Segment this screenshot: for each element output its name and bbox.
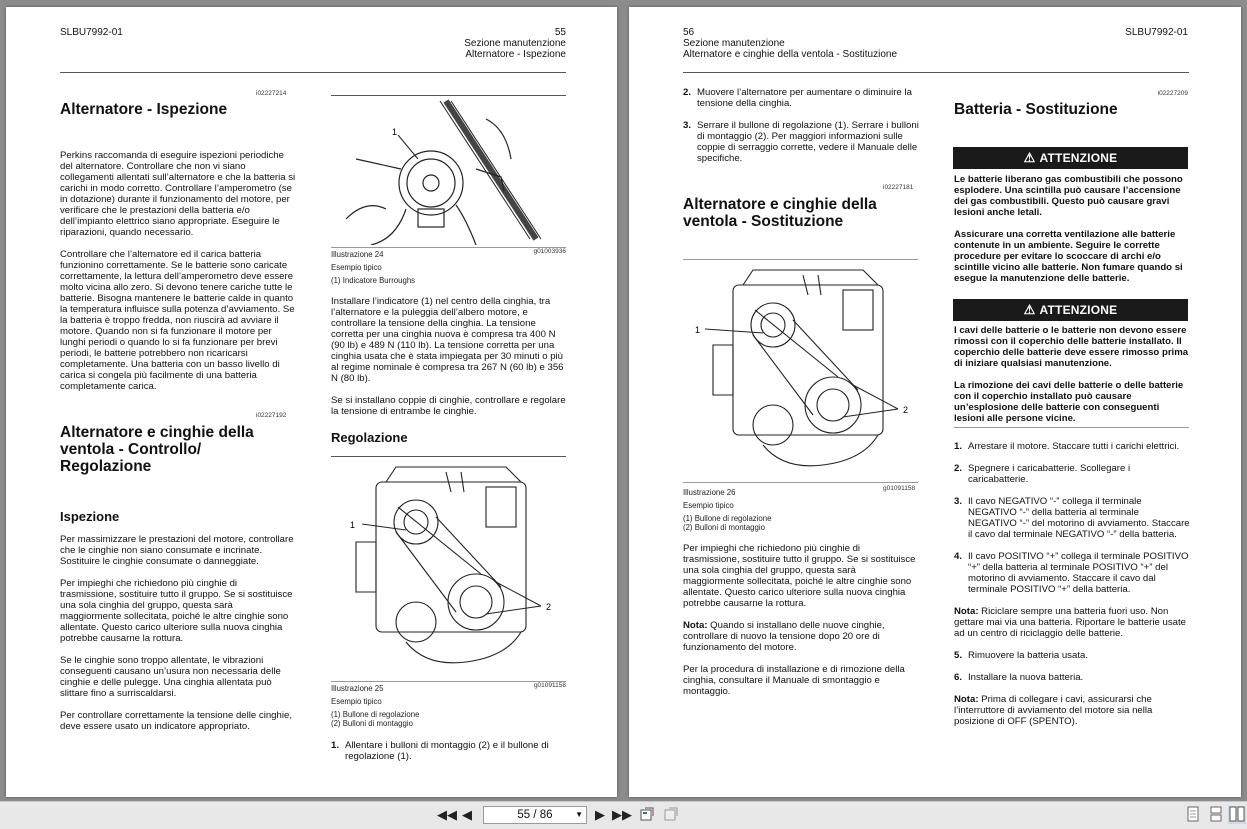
figure-legend-item: (1) Bullone di regolazione xyxy=(683,514,772,523)
body-text xyxy=(60,150,296,403)
ref-code: i02227192 xyxy=(256,412,287,419)
figure-rule xyxy=(683,259,918,260)
section-title: Alternatore - Ispezione xyxy=(60,101,228,118)
first-page-icon[interactable]: ◀◀ xyxy=(437,807,457,822)
list-item: 1. Allentare i bulloni di montaggio (2) e il bullone di regolazione (1). xyxy=(331,740,549,762)
warning-banner: ⚠ ATTENZIONE xyxy=(953,147,1188,169)
caption-rule xyxy=(331,681,566,682)
list-item: 2. Spegnere i caricabatterie. Scollegare i caricabatterie. xyxy=(954,463,1131,485)
figure-engine-belts xyxy=(336,462,561,676)
doc-code: SLBU7992-01 xyxy=(60,27,123,38)
caption-rule xyxy=(683,482,918,483)
list-item: 1. Arrestare il motore. Staccare tutti i carichi elettrici. xyxy=(954,441,1180,452)
paragraph: Installare l’indicatore (1) nel centro della cinghia, tra l’alternatore e la puleggia dell’albero motore, e controllare la tensione della cinghia. La tensione corretta per una cinghia nuova è compresa tra 400 N (90 lb) e 489 N (110 lb). La tensione corretta per una cinghia usata che è stata impiegata per 30 minuti o più al regime nominale è compresa tra 267 N (60 lb) e 356 N (80 lb). xyxy=(331,296,564,384)
header-rule xyxy=(60,72,566,73)
body-text xyxy=(331,296,567,428)
engine-belt-illustration xyxy=(336,462,561,676)
belt-gauge-illustration xyxy=(336,99,541,245)
paragraph: Per la procedura di installazione e di rimozione della cinghia, consultare il Manuale di smontaggio e montaggio. xyxy=(683,664,905,697)
paragraph: Per impieghi che richiedono più cinghie di trasmissione, sostituire tutto il gruppo. Se si sostituisce una sola cinghia del gruppo, questa sarà maggiormente sollecitata, poiché le altre cinghie sono allentate. Questo carico ulteriore sulla nuova cinghia potrebbe causarne la rottura. xyxy=(60,578,293,644)
section-title: Batteria - Sostituzione xyxy=(954,101,1118,118)
list-item: 3. Il cavo NEGATIVO “-” collega il terminale NEGATIVO “-” della batteria al terminale NEGATIVO “-” del motorino di avviamento. Staccare il cavo dal terminale NEGATIVO “-” della batteria. xyxy=(954,496,1190,540)
header-rule xyxy=(683,72,1189,73)
paragraph: Controllare che l’alternatore ed il carica batteria funzionino correttamente. Se le batterie sono caricate correttamente, la lettura dell’amperometro deve essere molto vicina allo zero. Si devono tenere cariche tutte le batterie. Bisogna mantenere le batterie calde in quanto la temperatura influisce sulla potenza d’avviamento. Se la batteria è troppo fredda, non riuscirà ad avviare il motore. Quando non si fa funzionare il motore per lunghi periodi o quando lo si fa funzionare per brevi periodi, le batterie potrebbero non ricaricarsi completamente. Una batteria con un basso livello di carica si congela più facilmente di una batteria completamente carica. xyxy=(60,249,295,392)
figure-subcaption: Esempio tipico xyxy=(683,501,734,510)
paragraph: Le batterie liberano gas combustibili che possono esplodere. Una scintilla può causare l’accensione dei gas combustibili. Questo può causare gravi lesioni anche letali. xyxy=(954,174,1183,218)
warning-icon: ⚠ xyxy=(1023,150,1036,165)
warning-rule xyxy=(954,427,1189,428)
page-number: 56 xyxy=(683,27,695,38)
warning-text xyxy=(954,174,1190,295)
figure-subcaption: Esempio tipico xyxy=(331,697,382,706)
list-item: 5. Rimuovere la batteria usata. xyxy=(954,650,1088,661)
section-title: Alternatore e cinghie della ventola - Controllo/ Regolazione xyxy=(60,424,254,475)
note: Nota: Quando si installano delle nuove cinghie, controllare di nuovo la tensione dopo 20 ore di funzionamento del motore. xyxy=(683,620,885,653)
caption-rule xyxy=(331,247,566,248)
header-subsection: Alternatore - Ispezione xyxy=(465,49,566,60)
body-text xyxy=(683,543,919,708)
figure-callout: 2 xyxy=(546,602,552,612)
header-subsection: Alternatore e cinghie della ventola - Sostituzione xyxy=(683,49,898,60)
page-56 xyxy=(629,7,1241,797)
go-back-icon-shape xyxy=(639,806,655,822)
page-55 xyxy=(6,7,617,797)
note: Nota: Prima di collegare i cavi, assicurarsi che l’interruttore di avviamento del motore sia nella posizione di OFF (SPENTO). xyxy=(954,694,1153,727)
paragraph: Per massimizzare le prestazioni del motore, controllare che le cinghie non siano consumate e incrinate. Sostituire le cinghie consumate o danneggiate. xyxy=(60,534,294,567)
figure-rule xyxy=(331,95,566,96)
subsection-title: Regolazione xyxy=(331,430,408,445)
paragraph: La rimozione dei cavi delle batterie o delle batterie con il coperchio installato può causare un’esplosione delle batterie con conseguenti lesioni alle persone vicine. xyxy=(954,380,1184,424)
paragraph: Assicurare una corretta ventilazione alle batterie contenute in un ambiente. Seguire le corrette procedure per evitare lo scoccare di archi e/o scintille vicino alle batterie. Non fumare quando si esegue la manutenzione delle batterie. xyxy=(954,229,1183,284)
chevron-down-icon[interactable]: ▼ xyxy=(575,810,583,819)
go-back-icon[interactable] xyxy=(638,806,656,824)
list-item: 3. Serrare il bullone di regolazione (1). Serrare i bulloni di montaggio (2). Per maggiori informazioni sulle coppie di serraggio corrette, vedere il Manuale delle specifiche. xyxy=(683,120,919,164)
figure-label: Illustrazione 24 xyxy=(331,250,384,259)
page-number-input[interactable]: 55 / 86 ▼ xyxy=(483,806,587,824)
subsection-title: Ispezione xyxy=(60,509,120,524)
figure-code: g01091158 xyxy=(533,682,566,689)
steps-list xyxy=(331,740,567,773)
figure-callout: 1 xyxy=(392,127,398,137)
body-text xyxy=(60,534,296,743)
figure-label: Illustrazione 26 xyxy=(683,488,736,497)
paragraph: Se le cinghie sono troppo allentate, le vibrazioni conseguenti causano un’usura non necessaria delle cinghie e delle pulegge. Una cinghia allentata può slittare fino a surriscaldarsi. xyxy=(60,655,281,699)
engine-belt-illustration xyxy=(693,265,918,479)
warning-text xyxy=(954,325,1190,435)
ref-code: i02227209 xyxy=(1157,90,1188,97)
figure-legend-item: (2) Bulloni di montaggio xyxy=(683,523,765,532)
warning-banner: ⚠ ATTENZIONE xyxy=(953,299,1188,321)
figure-engine-belts xyxy=(693,265,918,479)
figure-callout: 1 xyxy=(695,325,701,335)
warning-icon: ⚠ xyxy=(1023,302,1036,317)
steps-list xyxy=(954,441,1190,727)
go-forward-icon[interactable] xyxy=(662,806,680,824)
two-page-view-icon[interactable] xyxy=(1228,806,1246,824)
figure-belt-gauge xyxy=(336,99,541,245)
paragraph: Se si installano coppie di cinghie, controllare e regolare la tensione di entrambe le cinghie. xyxy=(331,395,566,417)
figure-callout: 2 xyxy=(903,405,909,415)
viewer-toolbar xyxy=(0,801,1247,829)
figure-label: Illustrazione 25 xyxy=(331,684,384,693)
paragraph: I cavi delle batterie o le batterie non devono essere rimossi con il coperchio delle batterie installato. Il coperchio delle batterie deve essere rimosso prima di iniziare qualsiasi manutenzione. xyxy=(954,325,1189,369)
paragraph: Per impieghi che richiedono più cinghie di trasmissione, sostituire tutto il gruppo. Se si sostituisce una sola cinghia del gruppo, questa sarà maggiormente sollecitata, poiché le altre cinghie sono allentate. Questo carico ulteriore sulla nuova cinghia potrebbe causarne la rottura. xyxy=(683,543,916,609)
figure-legend-item: (1) Bullone di regolazione xyxy=(331,710,420,719)
figure-rule xyxy=(331,456,566,457)
section-title: Alternatore e cinghie della ventola - Sostituzione xyxy=(683,196,877,230)
ref-code: i02227181 xyxy=(883,184,914,191)
figure-code: g01091158 xyxy=(883,485,916,492)
prev-page-icon[interactable]: ◀ xyxy=(462,807,472,822)
last-page-icon[interactable]: ▶▶ xyxy=(612,807,632,822)
list-item: 2. Muovere l’alternatore per aumentare o diminuire la tensione della cinghia. xyxy=(683,87,912,109)
list-item: 4. Il cavo POSITIVO “+” collega il terminale POSITIVO “+” della batteria al terminale POSITIVO “+” del motorino di avviamento. Staccare il cavo dal terminale POSITIVO “+” della batteria. xyxy=(954,551,1189,595)
figure-legend-item: (2) Bulloni di montaggio xyxy=(331,719,413,728)
paragraph: Perkins raccomanda di eseguire ispezioni periodiche del alternatore. Controllare che non vi siano collegamenti allentati sull’alternatore e che la batteria si carichi in modo corretto. Controllare l’amperometro (se in dotazione) durante il funzionamento del motore, per verificare che le prestazioni della batteria e/o dell’impianto elettrico siano appropriate. Eseguire le riparazioni, quando necessario. xyxy=(60,150,296,238)
go-forward-icon-shape xyxy=(663,806,679,822)
continuous-view-icon[interactable] xyxy=(1208,806,1224,824)
figure-legend-item: (1) Indicatore Burroughs xyxy=(331,276,416,285)
next-page-icon[interactable]: ▶ xyxy=(595,807,605,822)
ref-code: i02227214 xyxy=(256,90,287,97)
steps-list xyxy=(683,87,919,175)
single-page-view-icon[interactable] xyxy=(1185,806,1201,824)
figure-subcaption: Esempio tipico xyxy=(331,263,382,272)
list-item: 6. Installare la nuova batteria. xyxy=(954,672,1084,683)
page-number: 55 xyxy=(554,27,566,38)
header-section: Sezione manutenzione xyxy=(683,38,785,49)
figure-code: g01003936 xyxy=(533,248,566,255)
note: Nota: Riciclare sempre una batteria fuori uso. Non gettare mai via una batteria. Riportare le batterie usate ad un centro di riciclaggio delle batterie. xyxy=(954,606,1186,639)
paragraph: Per controllare correttamente la tensione delle cinghie, deve essere usato un indicatore appropriato. xyxy=(60,710,292,732)
doc-code: SLBU7992-01 xyxy=(1125,27,1188,38)
header-section: Sezione manutenzione xyxy=(464,38,566,49)
figure-callout: 1 xyxy=(350,520,356,530)
